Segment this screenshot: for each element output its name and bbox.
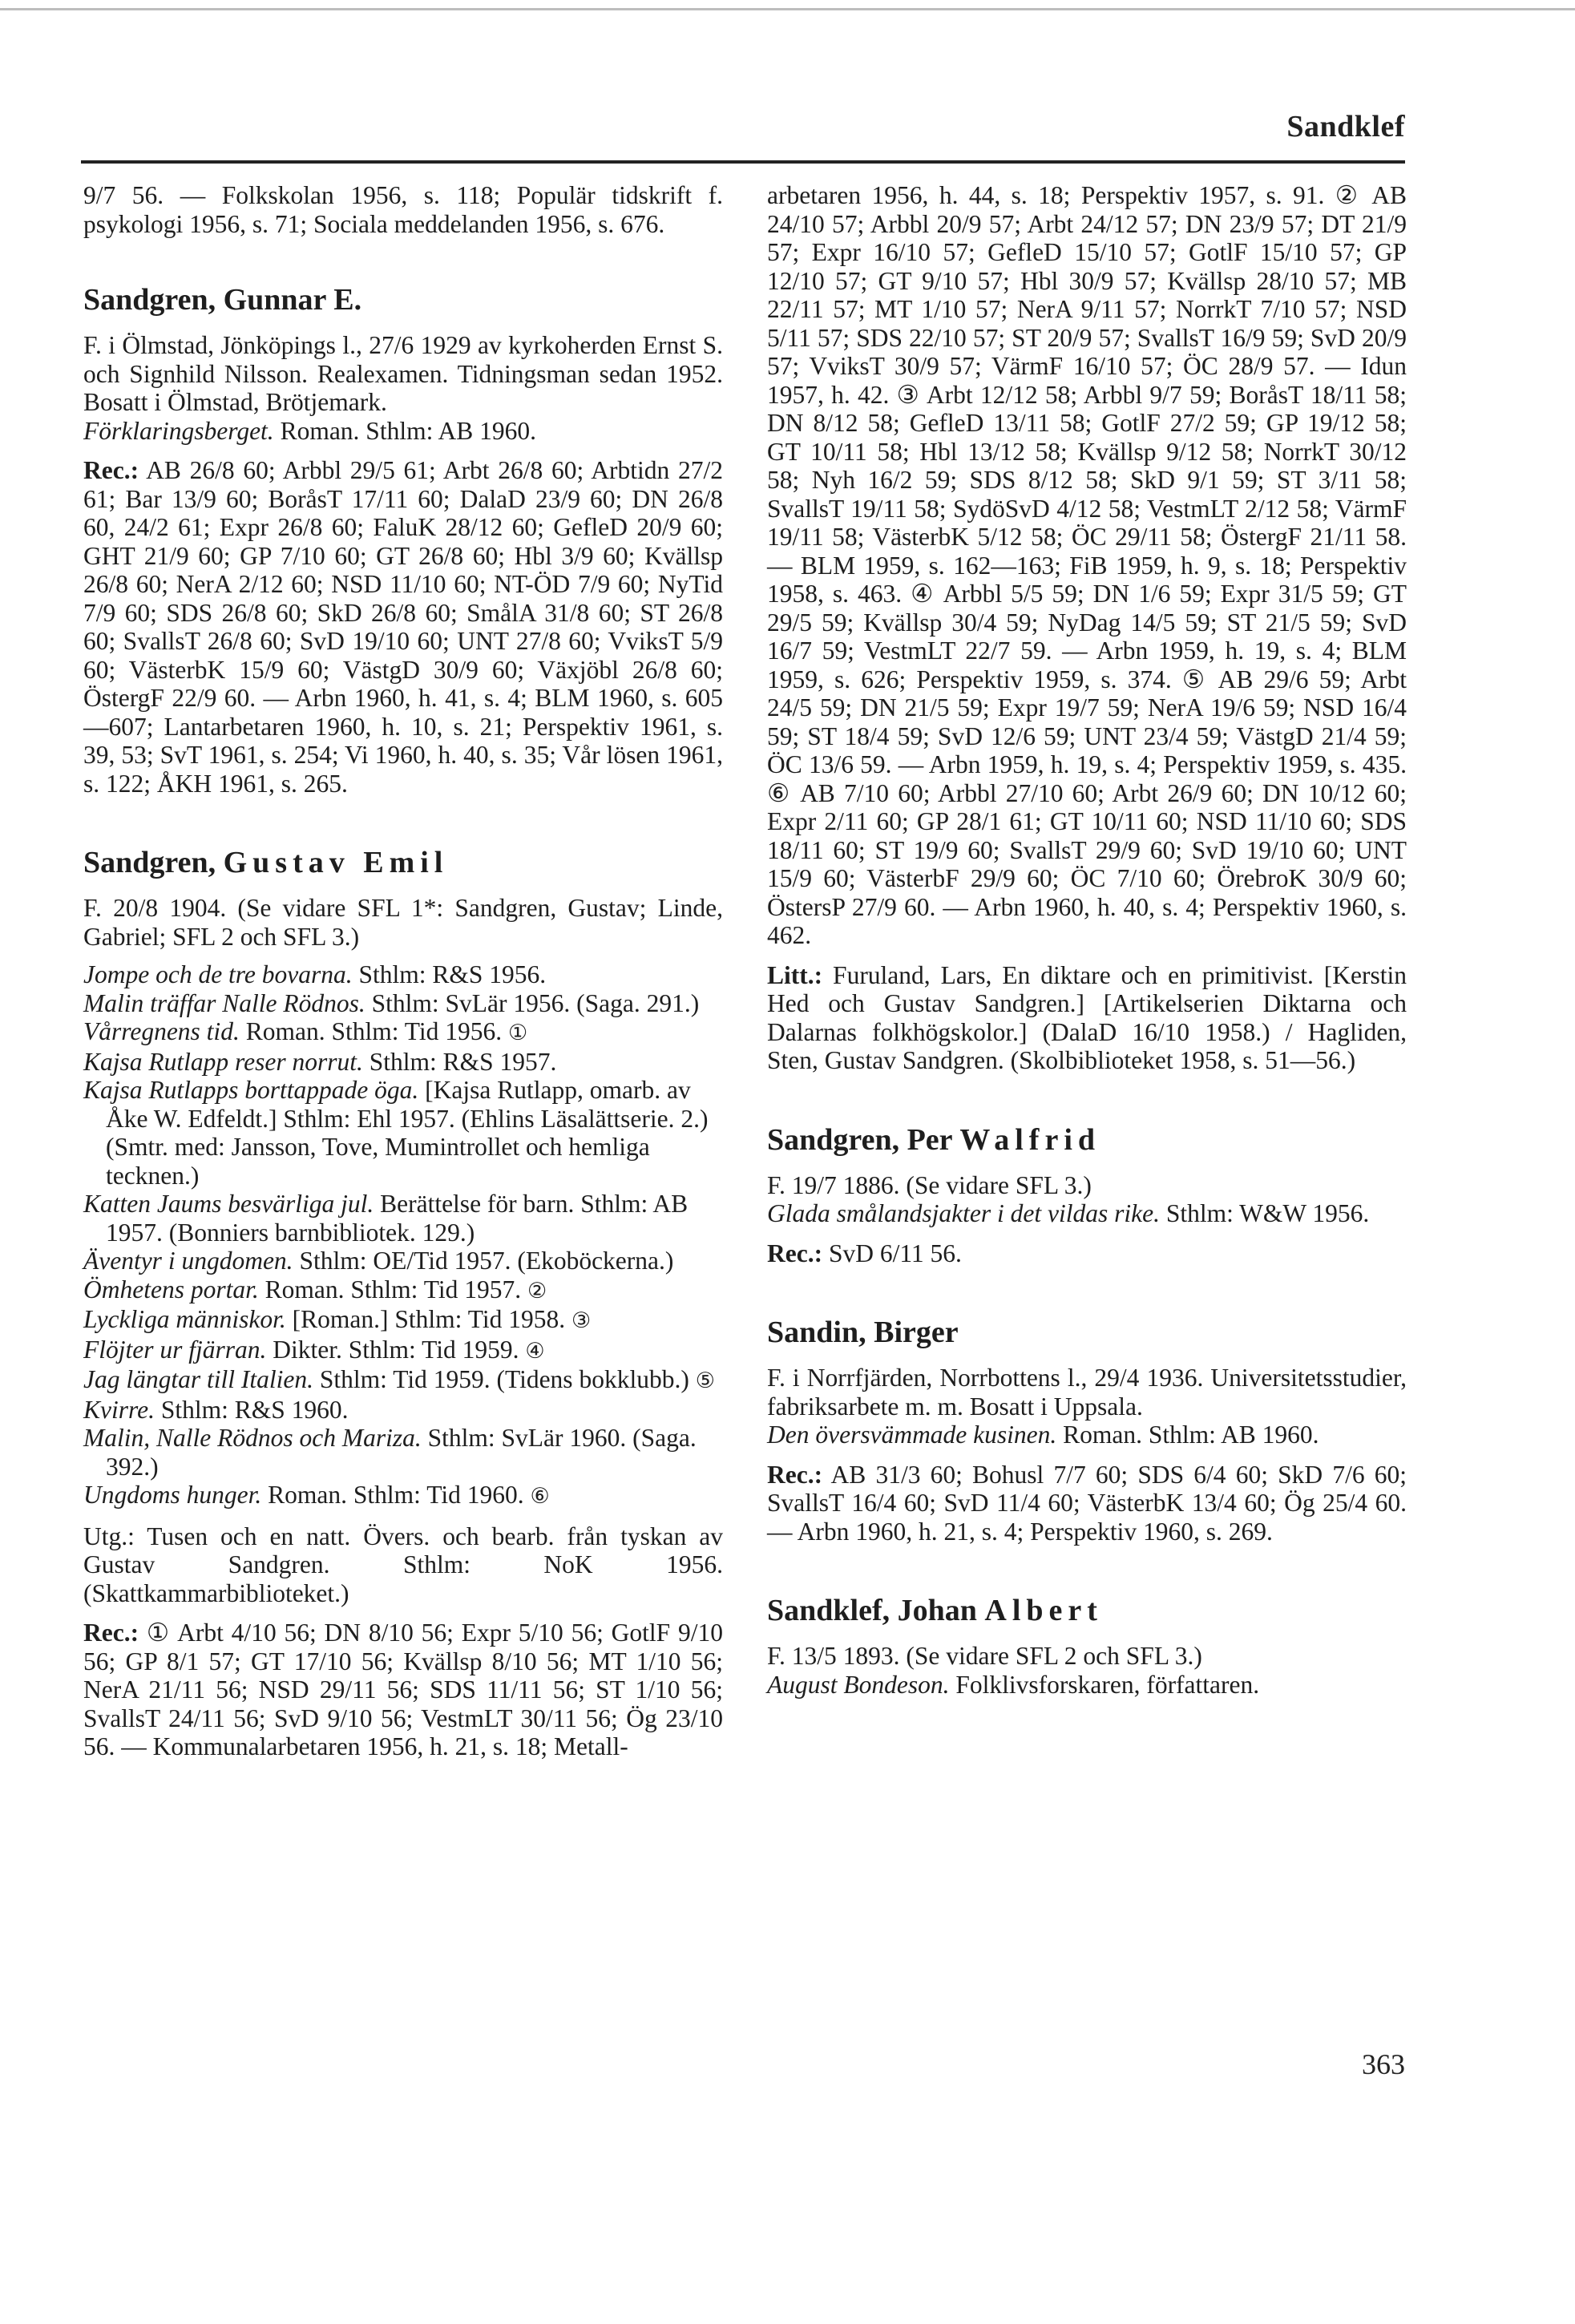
entry-heading-gunnar: Sandgren, Gunnar E. bbox=[83, 283, 362, 317]
review-number-marker: ③ bbox=[571, 1308, 592, 1333]
work-title: Vårregnens tid. bbox=[83, 1017, 240, 1045]
page-number: 363 bbox=[1362, 2048, 1405, 2080]
entry-bio: F. 13/5 1893. (Se vidare SFL 2 och SFL 3.) bbox=[767, 1642, 1202, 1670]
work-item bbox=[83, 1190, 723, 1247]
right-column bbox=[767, 181, 1407, 1699]
work-details: Berättelse för barn. Sthlm: AB 1957. (Bonniers barnbibliotek. 129.) bbox=[106, 1190, 689, 1247]
work-item bbox=[83, 1275, 723, 1306]
work-item bbox=[83, 960, 723, 989]
work-item bbox=[83, 417, 723, 446]
work-item bbox=[83, 1396, 723, 1425]
work-item bbox=[83, 1305, 723, 1336]
work-title: Malin, Nalle Rödnos och Mariza. bbox=[83, 1424, 422, 1452]
work-title: Malin träffar Nalle Rödnos. bbox=[83, 988, 365, 1017]
work-details: Sthlm: SvLär 1960. (Saga. 392.) bbox=[106, 1424, 697, 1481]
work-item bbox=[83, 1048, 723, 1077]
rec-text: SvD 6/11 56. bbox=[828, 1239, 962, 1267]
literature-paragraph bbox=[767, 961, 1407, 1075]
left-column bbox=[83, 181, 723, 1761]
work-details: [Kajsa Rutlapp, omarb. av Åke W. Edfeldt.] Sthlm: Ehl 1957. (Ehlins Läsalättserie. 2.) (Smtr. med: Jansson, Tove, Mumintrollet och hemliga tecknen.) bbox=[106, 1076, 709, 1190]
entry-heading-johan: Sandklef, Johan Albert bbox=[767, 1594, 1103, 1627]
work-details: Roman. Sthlm: AB 1960. bbox=[280, 416, 536, 445]
work-title: Ömhetens portar. bbox=[83, 1275, 259, 1303]
work-details: Sthlm: SvLär 1956. (Saga. 291.) bbox=[371, 988, 700, 1017]
work-details: Roman. Sthlm: Tid 1957. bbox=[265, 1275, 522, 1303]
entry-bio: F. 19/7 1886. (Se vidare SFL 3.) bbox=[767, 1170, 1092, 1199]
rec-text: AB 31/3 60; Bohusl 7/7 60; SDS 6/4 60; SkD 7/6 60; SvallsT 16/4 60; SvD 11/4 60; VästerbK 13/4 60; Ög 25/4 60. — Arbn 1960, h. 21, s. 4; Perspektiv 1960, s. 269. bbox=[767, 1460, 1407, 1546]
reviews-paragraph bbox=[83, 456, 723, 798]
scan-edge-line bbox=[0, 8, 1575, 10]
work-title: Glada smålandsjakter i det vildas rike. bbox=[767, 1199, 1160, 1227]
work-item bbox=[83, 1481, 723, 1511]
rec-label: Rec.: bbox=[83, 456, 139, 484]
work-title: Äventyr i ungdomen. bbox=[83, 1247, 293, 1275]
reviews-paragraph bbox=[83, 1619, 723, 1761]
review-number-marker: ⑥ bbox=[530, 1484, 550, 1509]
work-item bbox=[83, 1076, 723, 1190]
work-title: Lyckliga människor. bbox=[83, 1305, 286, 1333]
work-title: Den översvämmade kusinen. bbox=[767, 1421, 1057, 1449]
work-details: Sthlm: R&S 1960. bbox=[160, 1395, 349, 1424]
work-title: Katten Jaums besvärliga jul. bbox=[83, 1190, 374, 1218]
work-details: Sthlm: R&S 1956. bbox=[358, 960, 547, 988]
entry-heading-birger: Sandin, Birger bbox=[767, 1316, 959, 1349]
review-number-marker: ④ bbox=[525, 1338, 545, 1364]
reviews-continuation: arbetaren 1956, h. 44, s. 18; Perspektiv 1957, s. 91. ② AB 24/10 57; Arbbl 20/9 57; Arbt 24/12 57; DN 23/9 57; DT 21/9 57; Expr 16/10 57; GefleD 15/10 57; GotlF 15/10 57; GP 12/10 57; GT 9/10 57; Hbl 30/9 57; Kvällsp 28/10 57; MB 22/11 57; MT 1/10 57; NerA 9/11 57; NorrkT 7/10 57; NSD 5/11 57; SDS 22/10 57; ST 20/9 57; SvallsT 16/9 59; SvD 20/9 57; VviksT 30/9 57; VärmF 16/10 57; ÖC 28/9 57. — Idun 1957, h. 42. ③ Arbt 12/12 58; Arbbl 9/7 59; BoråsT 18/11 58; DN 8/12 58; GefleD 13/11 58; GotlF 27/2 59; GP 19/12 58; GT 10/11 58; Hbl 13/12 58; Kvällsp 9/12 58; NorrkT 30/12 58; Nyh 16/2 59; SDS 8/12 58; SkD 9/1 59; ST 3/11 58; SvallsT 19/11 58; SydöSvD 4/12 58; VestmLT 2/12 58; VärmF 19/11 58; VästerbK 5/12 58; ÖC 29/11 58; ÖstergF 21/11 58. — BLM 1959, s. 162—163; FiB 1959, h. 9, s. 18; Perspektiv 1958, s. 463. ④ Arbbl 5/5 59; DN 1/6 59; Expr 31/5 59; GT 29/5 59; Kvällsp 30/4 59; NyDag 14/5 59; ST 21/5 59; SvD 16/7 59; VestmLT 22/7 59. — Arbn 1959, h. 19, s. 4; BLM 1959, s. 626; Perspektiv 1959, s. 374. ⑤ AB 29/6 59; Arbt 24/5 59; DN 21/5 59; Expr 19/7 59; NerA 19/6 59; NSD 16/4 59; ST 18/4 59; SvD 12/6 59; UNT 23/4 59; VästgD 21/4 59; ÖC 13/6 59. — Arbn 1959, h. 19, s. 4; Perspektiv 1959, s. 435. ⑥ AB 7/10 60; Arbbl 27/10 60; Arbt 26/9 60; DN 10/12 60; Expr 2/11 60; GP 28/1 61; GT 10/11 60; NSD 11/10 60; SDS 18/11 60; ST 19/9 60; SvallsT 29/9 60; SvD 19/10 60; UNT 15/9 60; VästerbF 29/9 60; ÖC 7/10 60; ÖrebroK 30/9 60; ÖstersP 27/9 60. — Arbn 1960, h. 40, s. 4; Perspektiv 1960, s. 462. bbox=[767, 181, 1407, 949]
work-title: Ungdoms hunger. bbox=[83, 1481, 262, 1509]
entry-heading-per: Sandgren, Per Walfrid bbox=[767, 1122, 1101, 1157]
utg-paragraph: Utg.: Tusen och en natt. Övers. och bearb. från tyskan av Gustav Sandgren. Sthlm: NoK 1956. (Skattkammarbiblioteket.) bbox=[83, 1522, 723, 1607]
work-details: Roman. Sthlm: Tid 1960. bbox=[268, 1481, 524, 1509]
rec-label: Rec.: bbox=[83, 1619, 139, 1647]
rec-label: Rec.: bbox=[767, 1239, 823, 1267]
work-item bbox=[83, 1336, 723, 1366]
running-head: Sandklef bbox=[1286, 110, 1405, 143]
work-details: Sthlm: Tid 1959. (Tidens bokklubb.) bbox=[319, 1365, 689, 1393]
work-title: Flöjter ur fjärran. bbox=[83, 1335, 267, 1364]
entry-heading-gustav: Sandgren, Gustav Emil bbox=[83, 846, 449, 879]
work-title: Kvirre. bbox=[83, 1395, 155, 1424]
work-details: Sthlm: W&W 1956. bbox=[1165, 1199, 1370, 1227]
entry-bio: F. i Norrfjärden, Norrbottens l., 29/4 1936. Universitetsstudier, fabriksarbete m. m. Bosatt i Uppsala. bbox=[767, 1364, 1407, 1421]
reviews-paragraph bbox=[767, 1239, 1407, 1268]
work-item bbox=[767, 1671, 1407, 1700]
rec-text: AB 26/8 60; Arbbl 29/5 61; Arbt 26/8 60; Arbtidn 27/2 61; Bar 13/9 60; BoråsT 17/11 60; DalaD 23/9 60; DN 26/8 60, 24/2 61; Expr 26/8 60; FaluK 28/12 60; GefleD 20/9 60; GHT 21/9 60; GP 7/10 60; GT 26/8 60; Hbl 3/9 60; Kvällsp 26/8 60; NerA 2/12 60; NSD 11/10 60; NT-ÖD 7/9 60; NyTid 7/9 60; SDS 26/8 60; SkD 26/8 60; SmålA 31/8 60; ST 26/8 60; SvallsT 26/8 60; SvD 19/10 60; UNT 27/8 60; VviksT 5/9 60; VästerbK 15/9 60; VästgD 30/9 60; Växjöbl 26/8 60; ÖstergF 22/9 60. — Arbn 1960, h. 41, s. 4; BLM 1960, s. 605—607; Lantarbetaren 1960, h. 10, s. 21; Perspektiv 1961, s. 39, 53; SvT 1961, s. 254; Vi 1960, h. 40, s. 35; Vår lösen 1961, s. 122; ÅKH 1961, s. 265. bbox=[83, 456, 724, 798]
litt-text: Furuland, Lars, En diktare och en primitivist. [Kerstin Hed och Gustav Sandgren.] [Artikelserien Diktarna och Dalarnas folkhögskolor.] (DalaD 16/10 1958.) / Hagliden, Sten, Gustav Sandgren. (Skolbiblioteket 1958, s. 51—56.) bbox=[767, 960, 1407, 1074]
work-item bbox=[83, 1424, 723, 1481]
entry-bio: F. 20/8 1904. (Se vidare SFL 1*: Sandgren, Gustav; Linde, Gabriel; SFL 2 och SFL 3.) bbox=[83, 894, 723, 951]
work-title: Förklaringsberget. bbox=[83, 416, 274, 445]
work-details: Sthlm: R&S 1957. bbox=[369, 1047, 557, 1076]
header-rule bbox=[81, 160, 1405, 164]
work-details: Sthlm: OE/Tid 1957. (Ekoböckerna.) bbox=[299, 1247, 674, 1275]
entry-bio: F. i Ölmstad, Jönköpings l., 27/6 1929 av kyrkoherden Ernst S. och Signhild Nilsson. Realexamen. Tidningsman sedan 1952. Bosatt i Ölmstad, Brötjemark. bbox=[83, 331, 723, 416]
review-number-marker: ② bbox=[527, 1278, 547, 1303]
work-item bbox=[83, 1365, 723, 1396]
work-item bbox=[83, 1017, 723, 1048]
review-number-marker: ① bbox=[508, 1021, 528, 1045]
works-list bbox=[83, 960, 723, 1511]
work-details: Folklivsforskaren, författaren. bbox=[955, 1670, 1260, 1699]
work-title: Jag längtar till Italien. bbox=[83, 1365, 313, 1393]
work-details: Roman. Sthlm: Tid 1956. bbox=[245, 1017, 503, 1045]
work-title: Kajsa Rutlapp reser norrut. bbox=[83, 1047, 363, 1076]
rec-text: ① Arbt 4/10 56; DN 8/10 56; Expr 5/10 56; GotlF 9/10 56; GP 8/1 57; GT 17/10 56; Kvällsp 8/10 56; MT 1/10 56; NerA 21/11 56; NSD 29/11 56; SDS 11/11 56; ST 1/10 56; SvallsT 24/11 56; SvD 9/10 56; VestmLT 30/11 56; Ög 23/10 56. — Kommunalarbetaren 1956, h. 21, s. 18; Metall- bbox=[83, 1619, 723, 1760]
work-details: Roman. Sthlm: AB 1960. bbox=[1063, 1421, 1319, 1449]
litt-label: Litt.: bbox=[767, 960, 823, 989]
review-number-marker: ⑤ bbox=[695, 1368, 715, 1393]
work-details: [Roman.] Sthlm: Tid 1958. bbox=[292, 1305, 566, 1333]
work-item bbox=[767, 1199, 1407, 1228]
work-item bbox=[83, 989, 723, 1018]
entry-continuation: 9/7 56. — Folkskolan 1956, s. 118; Populär tidskrift f. psykologi 1956, s. 71; Sociala meddelanden 1956, s. 676. bbox=[83, 181, 723, 238]
work-item bbox=[83, 1247, 723, 1275]
work-title: Kajsa Rutlapps borttappade öga. bbox=[83, 1076, 419, 1104]
work-title: August Bondeson. bbox=[767, 1670, 950, 1699]
reviews-paragraph bbox=[767, 1461, 1407, 1546]
work-details: Dikter. Sthlm: Tid 1959. bbox=[273, 1335, 519, 1364]
work-title: Jompe och de tre bovarna. bbox=[83, 960, 353, 988]
work-item bbox=[767, 1421, 1407, 1449]
rec-label: Rec.: bbox=[767, 1460, 823, 1489]
